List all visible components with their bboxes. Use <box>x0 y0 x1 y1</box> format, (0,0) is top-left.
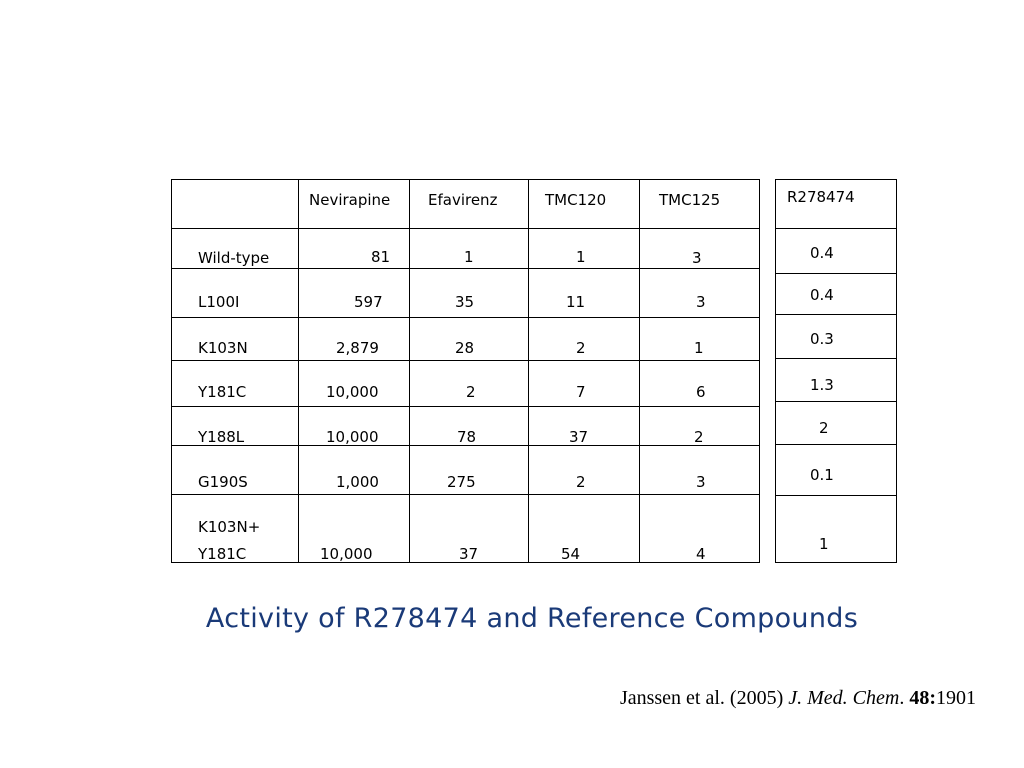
table-cell: 10,000 <box>326 383 379 401</box>
table-cell: 275 <box>447 473 476 491</box>
table-cell: 37 <box>569 428 589 446</box>
table-cell: 2,879 <box>336 339 379 357</box>
row-label-k103n: K103N <box>198 339 248 357</box>
table-cell: 1 <box>464 248 474 266</box>
table-cell: 1 <box>576 248 586 266</box>
table-cell: 2 <box>694 428 704 446</box>
row-divider <box>776 401 896 402</box>
table-cell: 2 <box>819 419 829 437</box>
table-cell: 1 <box>819 535 829 553</box>
citation-volume: 48: <box>909 687 936 709</box>
citation-page: 1901 <box>936 687 976 709</box>
column-header-tmc120: TMC120 <box>545 191 607 209</box>
citation-authors: Janssen et al. (2005) <box>619 687 789 709</box>
row-label-wild-type: Wild-type <box>198 249 270 267</box>
column-divider <box>409 180 410 562</box>
citation <box>620 687 976 710</box>
table-cell: 28 <box>455 339 475 357</box>
table-cell: 3 <box>696 473 706 491</box>
row-label-l100i: L100I <box>198 293 240 311</box>
table-cell: 1.3 <box>810 376 834 394</box>
table-cell: 1,000 <box>336 473 379 491</box>
table-cell: 597 <box>354 293 383 311</box>
table-cell: 1 <box>694 339 704 357</box>
table-cell: 3 <box>696 293 706 311</box>
activity-table <box>171 179 760 563</box>
row-divider <box>172 317 759 318</box>
row-label-g190s: G190S <box>198 473 248 491</box>
table-cell: 35 <box>455 293 475 311</box>
row-divider <box>172 406 759 407</box>
column-divider <box>528 180 529 562</box>
column-header-nevirapine: Nevirapine <box>309 191 391 209</box>
table-cell: 2 <box>466 383 476 401</box>
column-header-r278474: R278474 <box>787 188 855 206</box>
table-cell: 0.4 <box>810 244 834 262</box>
table-cell: 0.4 <box>810 286 834 304</box>
column-header-efavirenz: Efavirenz <box>428 191 498 209</box>
citation-journal: J. Med. Chem <box>788 687 900 709</box>
row-divider <box>776 314 896 315</box>
row-divider <box>172 360 759 361</box>
table-cell: 6 <box>696 383 706 401</box>
table-cell: 54 <box>561 545 581 563</box>
row-divider <box>172 268 759 269</box>
table-cell: 10,000 <box>320 545 373 563</box>
row-divider <box>172 494 759 495</box>
table-cell: 4 <box>696 545 706 563</box>
row-divider <box>776 444 896 445</box>
row-label-y181c-combo: Y181C <box>198 545 247 563</box>
row-label-y181c: Y181C <box>198 383 247 401</box>
r278474-table <box>775 179 897 563</box>
table-cell: 11 <box>566 293 586 311</box>
row-divider <box>776 358 896 359</box>
table-cell: 2 <box>576 473 586 491</box>
row-divider <box>776 495 896 496</box>
slide-title: Activity of R278474 and Reference Compounds <box>205 603 859 634</box>
table-cell: 37 <box>459 545 479 563</box>
column-divider <box>298 180 299 562</box>
row-divider <box>776 273 896 274</box>
citation-dot: . <box>899 687 910 709</box>
table-cell: 0.3 <box>810 330 834 348</box>
row-label-y188l: Y188L <box>198 428 245 446</box>
table-cell: 81 <box>371 248 391 266</box>
row-divider <box>776 228 896 229</box>
table-cell: 3 <box>692 249 702 267</box>
row-label-k103n-plus: K103N+ <box>198 518 261 536</box>
table-cell: 7 <box>576 383 586 401</box>
table-cell: 0.1 <box>810 466 834 484</box>
table-cell: 2 <box>576 339 586 357</box>
table-cell: 78 <box>457 428 477 446</box>
column-header-tmc125: TMC125 <box>659 191 721 209</box>
row-divider <box>172 228 759 229</box>
column-divider <box>639 180 640 562</box>
table-cell: 10,000 <box>326 428 379 446</box>
